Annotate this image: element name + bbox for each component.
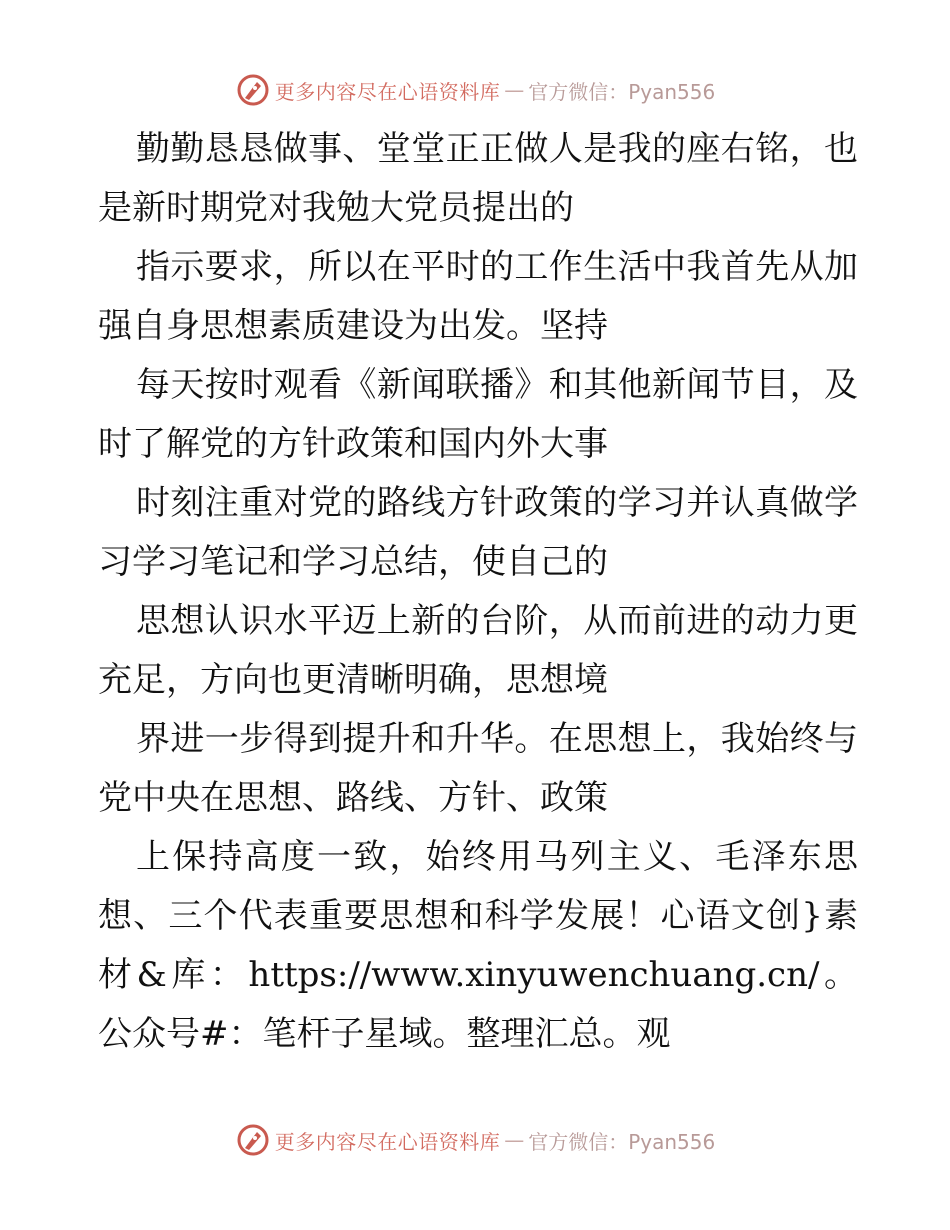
footer-wechat-text: 官方微信：Pyan556 <box>528 1129 716 1154</box>
paragraph-3: 每天按时观看《新闻联播》和其他新闻节目，及时了解党的方针政策和国内外大事 <box>98 365 858 464</box>
paragraph-2: 指示要求，所以在平时的工作生活中我首先从加强自身思想素质建设为出发。坚持 <box>98 247 858 346</box>
header-wechat-text: 官方微信：Pyan556 <box>528 79 716 104</box>
footer-banner <box>0 1120 950 1160</box>
footer-separator: — <box>504 1128 525 1152</box>
paragraph-7: 上保持高度一致，始终用马列主义、毛泽东思想、三个代表重要思想和科学发展！心语文创}素材&库：https://www.xinyuwenchuang.cn/。公众号#：笔杆子星域。整理汇总。观 <box>98 837 858 1054</box>
paragraph-1: 勤勤恳恳做事、堂堂正正做人是我的座右铭，也是新时期党对我勉大党员提出的 <box>98 129 858 228</box>
paragraph-4: 时刻注重对党的路线方针政策的学习并认真做学习学习笔记和学习总结，使自己的 <box>98 483 858 582</box>
pen-nib-logo-icon <box>235 1122 271 1158</box>
paragraph-5: 思想认识水平迈上新的台阶，从而前进的动力更充足，方向也更清晰明确，思想境 <box>98 601 858 700</box>
paragraph-6: 界进一步得到提升和升华。在思想上，我始终与党中央在思想、路线、方针、政策 <box>98 719 858 818</box>
header-brand-text: 更多内容尽在心语资料库 <box>274 79 501 104</box>
document-body <box>98 120 858 1064</box>
header-separator: — <box>504 78 525 102</box>
footer-brand-text: 更多内容尽在心语资料库 <box>274 1129 501 1154</box>
header-banner <box>0 70 950 110</box>
pen-nib-logo-icon <box>235 72 271 108</box>
